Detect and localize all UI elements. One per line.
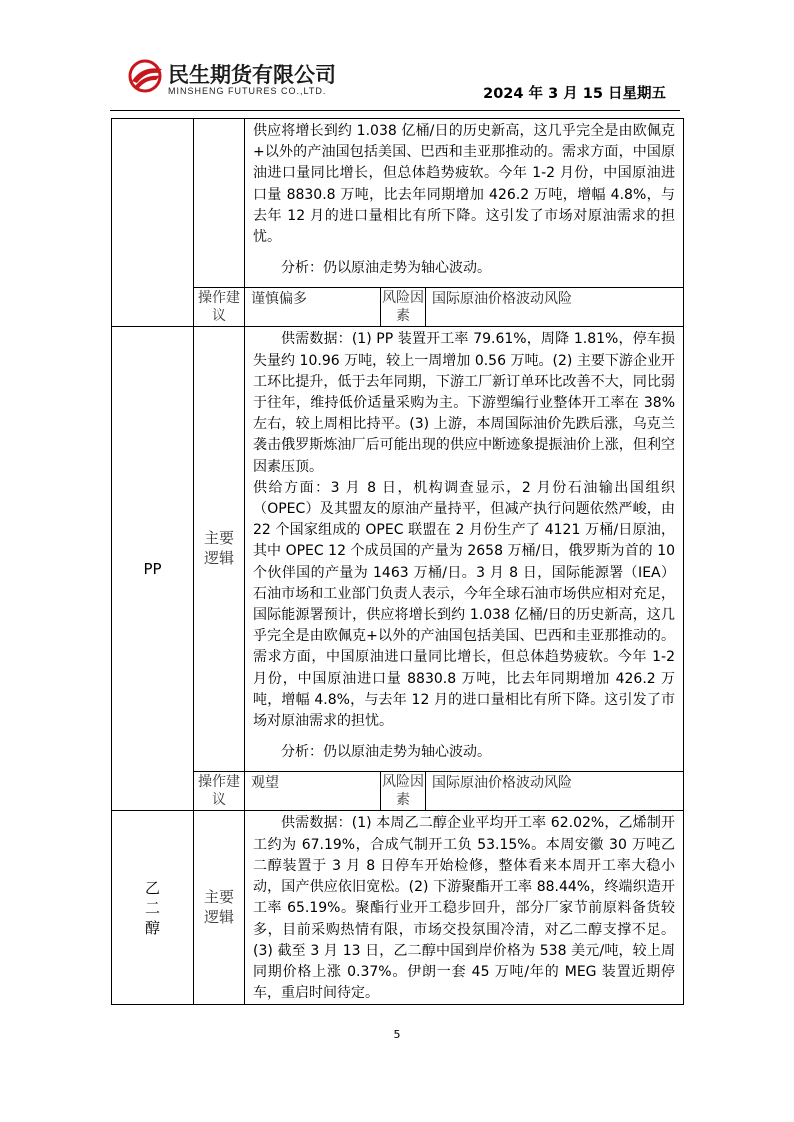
analysis-text: 分析：仍以原油走势为轴心波动。 [281,260,491,277]
risk-value: 国际原油价格波动风险 [426,288,684,327]
report-table [111,118,684,1005]
logic-label: 主要逻辑 [203,529,234,568]
product-cell-empty [112,119,194,327]
logic-text-cell [245,811,684,1005]
company-name-cn: 民生期货有限公司 [168,63,336,87]
table-row [112,811,684,1005]
logic-text-cell [245,119,684,288]
product-name-pp: PP [112,327,194,811]
analysis-text: 分析：仍以原油走势为轴心波动。 [281,744,491,761]
op-label: 操作建议 [194,288,245,327]
op-value: 观望 [245,772,381,811]
risk-value: 国际原油价格波动风险 [426,772,684,811]
minsheng-logo-icon [128,59,164,93]
op-label: 操作建议 [194,772,245,811]
risk-label: 风险因素 [381,288,426,327]
header-divider [110,110,680,111]
company-logo [128,57,368,101]
table-row [112,772,684,811]
product-name-meg: 乙二醇 [144,878,160,937]
logic-paragraph: 供需数据：(1) PP 装置开工率 79.61%，周降 1.81%，停车损失量约 10.96 万吨，较上一周增加 0.56 万吨。(2) 主要下游企业开工环比提升，低于去年同期，下游工厂新订单环比改善不大，同比弱于往年，维持低价适量采购为主。下游塑编行业整体开工率在 38%左右，较上周相比持平。(3) 上游，本周国际油价先跌后涨，乌克兰袭击俄罗斯炼油厂后可能出现的供应中断迹象提振油价上涨，但利空因素压顶。 [253,331,676,475]
logic-paragraph: 供应将增长到约 1.038 亿桶/日的历史新高，这几乎完全是由欧佩克+以外的产油国包括美国、巴西和圭亚那推动的。需求方面，中国原油进口量同比增长，但总体趋势疲软。今年 1-2 月份，中国原油进口量 8830.8 万吨，比去年同期增加 426.2 万吨，增幅 4.8%，与去年 12 月的进口量相比有所下降。这引发了市场对原油需求的担忧。 [253,123,676,246]
report-date: 2024 年 3 月 15 日星期五 [483,86,666,102]
page-number: 5 [393,1028,401,1041]
op-value: 谨慎偏多 [245,288,381,327]
company-name-en: MINSHENG FUTURES CO.,LTD. [168,86,327,96]
logic-paragraph: 供给方面：3 月 8 日，机构调查显示，2 月份石油输出国组织（OPEC）及其盟友的原油产量持平，但减产执行问题依然严峻，由 22 个国家组成的 OPEC 联盟在 2 月份生产了 4121 万桶/日原油，其中 OPEC 12 个成员国的产量为 2658 万桶/日，俄罗斯为首的 10 个伙伴国的产量为 1463 万桶/日。3 月 8 日，国际能源署（IEA）石油市场和工业部门负责人表示，今年全球石油市场供应相对充足，国际能源署预计，供应将增长到约 1.038 亿桶/日的历史新高，这几乎完全是由欧佩克+以外的产油国包括美国、巴西和圭亚那推动的。需求方面，中国原油进口量同比增长，但总体趋势疲软。今年 1-2 月份，中国原油进口量 8830.8 万吨，比去年同期增加 426.2 万吨，增幅 4.8%，与去年 12 月的进口量相比有所下降。这引发了市场对原油需求的担忧。 [253,479,676,730]
risk-label: 风险因素 [381,772,426,811]
table-row [112,288,684,327]
logic-label: 主要逻辑 [203,887,234,926]
table-row [112,327,684,772]
table-row [112,119,684,288]
logic-paragraph: 供需数据：(1) 本周乙二醇企业平均开工率 62.02%，乙烯制开工约为 67.19%，合成气制开工负 53.15%。本周安徽 30 万吨乙二醇装置于 3 月 8 日停车开始检修，整体看来本周开工率大稳小动，国产供应依旧宽松。(2) 下游聚酯开工率 88.44%，终端织造开工率 65.19%。聚酯行业开工稳步回升，部分厂家节前原料备货较多，目前采购热情有限，市场交投氛围冷清，对乙二醇支撑不足。(3) 截至 3 月 13 日，乙二醇中国到岸价格为 538 美元/吨，较上周同期价格上涨 0.37%。伊朗一套 45 万吨/年的 MEG 装置近期停车，重启时间待定。 [253,815,676,1002]
logic-label-cell-empty [194,119,245,288]
logic-text-cell [245,327,684,772]
